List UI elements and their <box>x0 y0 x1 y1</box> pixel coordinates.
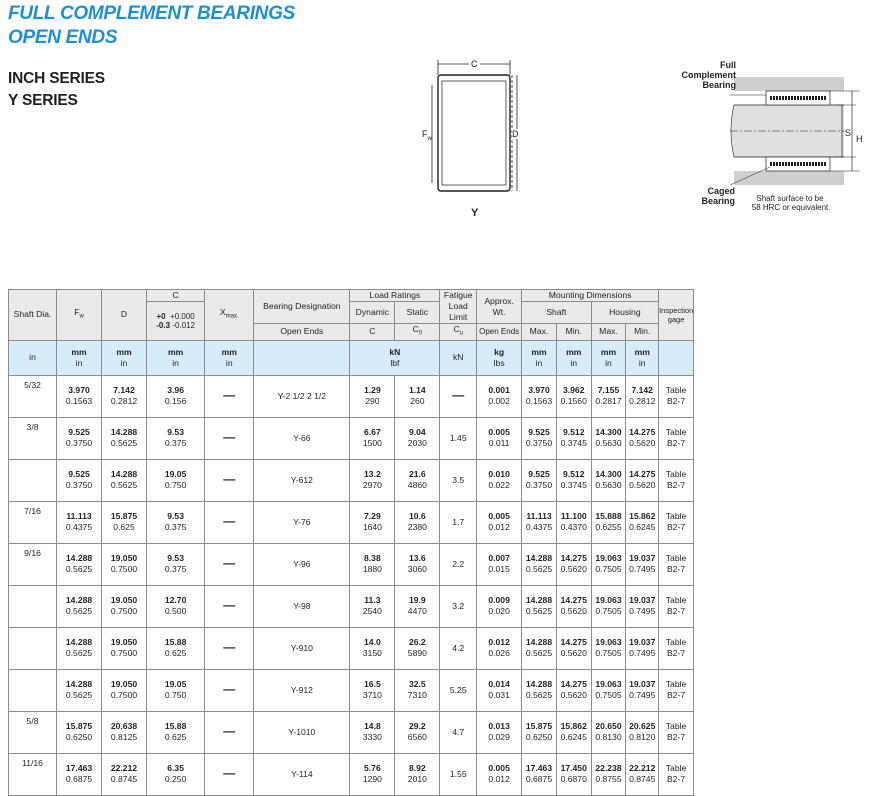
cell-housing-max: 7.155 0.2817 <box>591 375 626 417</box>
cell-c: 3.96 0.156 <box>146 375 204 417</box>
cell-static: 13.6 3060 <box>395 543 440 585</box>
cell-xmax: — <box>205 669 254 711</box>
cell-shaft-min: 14.275 0.5620 <box>556 543 591 585</box>
cell-shaft-max: 17.463 0.6875 <box>522 753 557 795</box>
cell-housing-max: 19.063 0.7505 <box>591 669 626 711</box>
cell-d: 15.875 0.625 <box>102 501 147 543</box>
cell-d: 20.638 0.8125 <box>102 711 147 753</box>
table-row <box>9 375 694 417</box>
cell-dynamic: 1.29 290 <box>350 375 395 417</box>
bearing-spec-table <box>8 289 694 796</box>
cell-fw: 9.525 0.3750 <box>57 417 102 459</box>
cell-c: 9.53 0.375 <box>146 543 204 585</box>
cell-dynamic: 16.5 3710 <box>350 669 395 711</box>
cell-c: 19.05 0.750 <box>146 669 204 711</box>
cell-dynamic: 11.3 2540 <box>350 585 395 627</box>
cell-fw: 15.875 0.6250 <box>57 711 102 753</box>
table-row <box>9 753 694 795</box>
cell-designation: Y-1010 <box>254 711 350 753</box>
cell-static: 32.5 7310 <box>395 669 440 711</box>
cell-c: 9.53 0.375 <box>146 417 204 459</box>
cell-designation: Y-96 <box>254 543 350 585</box>
cell-static: 9.04 2030 <box>395 417 440 459</box>
units-row <box>9 340 694 375</box>
unit-in: in <box>9 340 57 375</box>
cell-shaft-dia: 7/16 <box>9 501 57 543</box>
cell-housing-max: 20.650 0.8130 <box>591 711 626 753</box>
cell-shaft-min: 3.962 0.1560 <box>556 375 591 417</box>
cell-shaft-max: 14.288 0.5625 <box>522 585 557 627</box>
cell-fw: 14.288 0.5625 <box>57 627 102 669</box>
cell-fatigue: 5.25 <box>440 669 477 711</box>
cell-static: 21.6 4860 <box>395 459 440 501</box>
cell-xmax: — <box>205 417 254 459</box>
cell-dynamic: 5.76 1290 <box>350 753 395 795</box>
cell-c: 6.35 0.250 <box>146 753 204 795</box>
cell-housing-max: 15.888 0.6255 <box>591 501 626 543</box>
cell-static: 26.2 5890 <box>395 627 440 669</box>
page-title <box>8 2 295 50</box>
cell-shaft-dia: 5/8 <box>9 711 57 753</box>
cell-housing-min: 22.212 0.8745 <box>626 753 659 795</box>
cell-shaft-max: 9.525 0.3750 <box>522 417 557 459</box>
header-dynamic: Dynamic <box>350 302 395 324</box>
cell-weight: 0.012 0.026 <box>477 627 522 669</box>
cell-dynamic: 7.29 1640 <box>350 501 395 543</box>
cell-c: 12.70 0.500 <box>146 585 204 627</box>
cell-designation: Y-76 <box>254 501 350 543</box>
cell-shaft-min: 14.275 0.5620 <box>556 669 591 711</box>
cell-d: 14.288 0.5625 <box>102 459 147 501</box>
cell-housing-max: 22.238 0.8755 <box>591 753 626 795</box>
unit-smin: mm in <box>556 340 591 375</box>
cell-housing-max: 19.063 0.7505 <box>591 543 626 585</box>
cell-d: 19.050 0.7500 <box>102 669 147 711</box>
cell-weight: 0.001 0.002 <box>477 375 522 417</box>
cell-housing-min: 15.862 0.6245 <box>626 501 659 543</box>
cell-dynamic: 13.2 2970 <box>350 459 395 501</box>
mounting-diagram <box>670 55 870 215</box>
header-housing: Housing <box>591 302 658 324</box>
table-row <box>9 585 694 627</box>
table-row <box>9 459 694 501</box>
cell-xmax: — <box>205 543 254 585</box>
unit-wt: kg lbs <box>477 340 522 375</box>
cell-static: 8.92 2010 <box>395 753 440 795</box>
header-c-stat: $C_0$ <box>395 324 440 341</box>
shaft-surface-note: Shaft surface to be 58 HRC or equivalent <box>751 194 829 212</box>
header-xmax: $X_{max.}$ <box>205 290 254 341</box>
cell-inspection-gage: Table B2-7 <box>659 585 694 627</box>
header-open-ends: Open Ends <box>254 324 350 341</box>
header-row-1 <box>9 290 694 302</box>
cell-housing-min: 19.037 0.7495 <box>626 627 659 669</box>
header-housing-min: Min. <box>626 324 659 341</box>
cell-shaft-max: 14.288 0.5625 <box>522 627 557 669</box>
cell-inspection-gage: Table B2-7 <box>659 375 694 417</box>
d-dimension-label: D <box>512 129 519 139</box>
cell-static: 29.2 6560 <box>395 711 440 753</box>
cell-fw: 11.113 0.4375 <box>57 501 102 543</box>
header-load-ratings: Load Ratings <box>350 290 440 302</box>
cell-housing-min: 19.037 0.7495 <box>626 585 659 627</box>
cell-fw: 17.463 0.6875 <box>57 753 102 795</box>
cell-static: 10.6 2380 <box>395 501 440 543</box>
cell-shaft-dia: 3/8 <box>9 417 57 459</box>
table-row <box>9 711 694 753</box>
cell-c: 19.05 0.750 <box>146 459 204 501</box>
header-shaft: Shaft <box>522 302 592 324</box>
table-row <box>9 417 694 459</box>
header-cu: $C_u$ <box>440 324 477 341</box>
cell-static: 19.9 4470 <box>395 585 440 627</box>
cell-shaft-max: 14.288 0.5625 <box>522 543 557 585</box>
series-line-1: INCH SERIES <box>8 70 105 87</box>
cell-d: 22.212 0.8745 <box>102 753 147 795</box>
cell-housing-min: 14.275 0.5620 <box>626 459 659 501</box>
header-mounting: Mounting Dimensions <box>522 290 659 302</box>
unit-hmin: mm in <box>626 340 659 375</box>
cell-fatigue: 3.2 <box>440 585 477 627</box>
cell-fatigue: 1.7 <box>440 501 477 543</box>
cell-designation: Y-910 <box>254 627 350 669</box>
cell-weight: 0.014 0.031 <box>477 669 522 711</box>
cell-xmax: — <box>205 459 254 501</box>
cell-fatigue: 3.5 <box>440 459 477 501</box>
cell-inspection-gage: Table B2-7 <box>659 459 694 501</box>
header-designation: Bearing Designation <box>254 290 350 324</box>
cell-d: 14.288 0.5625 <box>102 417 147 459</box>
header-open-ends-wt: Open Ends <box>477 324 522 341</box>
cell-fatigue: 4.7 <box>440 711 477 753</box>
cell-weight: 0.010 0.022 <box>477 459 522 501</box>
cell-c: 15.88 0.625 <box>146 711 204 753</box>
table-row <box>9 627 694 669</box>
cell-shaft-dia: 9/16 <box>9 543 57 585</box>
unit-gage <box>659 340 694 375</box>
header-shaft-dia: Shaft Dia. <box>9 290 57 341</box>
cell-d: 19.050 0.7500 <box>102 585 147 627</box>
unit-c: mm in <box>146 340 204 375</box>
cell-dynamic: 14.8 3330 <box>350 711 395 753</box>
cell-shaft-max: 14.288 0.5625 <box>522 669 557 711</box>
series-heading <box>8 68 105 112</box>
bearing-type-label: Y <box>471 207 479 219</box>
cell-fatigue: 1.55 <box>440 753 477 795</box>
cell-xmax: — <box>205 585 254 627</box>
cell-fatigue: 2.2 <box>440 543 477 585</box>
header-c: C <box>146 290 204 302</box>
cell-housing-max: 14.300 0.5630 <box>591 417 626 459</box>
cell-shaft-max: 11.113 0.4375 <box>522 501 557 543</box>
cell-shaft-max: 3.970 0.1563 <box>522 375 557 417</box>
header-shaft-max: Max. <box>522 324 557 341</box>
unit-fw: mm in <box>57 340 102 375</box>
cell-xmax: — <box>205 753 254 795</box>
header-c-dyn: C <box>350 324 395 341</box>
full-complement-label: Full Complement Bearing <box>681 60 736 90</box>
table-body <box>9 375 694 795</box>
cell-fatigue: — <box>440 375 477 417</box>
h-dimension-label: H <box>856 134 863 144</box>
cell-shaft-dia: 11/16 <box>9 753 57 795</box>
cell-d: 19.050 0.7500 <box>102 543 147 585</box>
cell-weight: 0.005 0.012 <box>477 753 522 795</box>
cell-designation: Y-114 <box>254 753 350 795</box>
cell-designation: Y-912 <box>254 669 350 711</box>
cell-shaft-max: 9.525 0.3750 <box>522 459 557 501</box>
header-inspection: Inspection gage <box>659 290 694 341</box>
bearing-y-diagram <box>400 45 550 225</box>
header-shaft-min: Min. <box>556 324 591 341</box>
cell-designation: Y-2 1/2 2 1/2 <box>254 375 350 417</box>
cell-c: 9.53 0.375 <box>146 501 204 543</box>
cell-shaft-dia <box>9 459 57 501</box>
cell-housing-max: 19.063 0.7505 <box>591 627 626 669</box>
header-fw: $F_w$ <box>57 290 102 341</box>
header-c-tolerance: +0 +0.000 -0.3 -0.012 <box>146 302 204 341</box>
cell-weight: 0.007 0.015 <box>477 543 522 585</box>
cell-inspection-gage: Table B2-7 <box>659 711 694 753</box>
cell-inspection-gage: Table B2-7 <box>659 501 694 543</box>
cell-fw: 14.288 0.5625 <box>57 669 102 711</box>
cell-fw: 3.970 0.1563 <box>57 375 102 417</box>
cell-shaft-min: 9.512 0.3745 <box>556 417 591 459</box>
cell-housing-min: 14.275 0.5620 <box>626 417 659 459</box>
cell-housing-min: 20.625 0.8120 <box>626 711 659 753</box>
cell-shaft-min: 14.275 0.5620 <box>556 627 591 669</box>
table-row <box>9 501 694 543</box>
cell-xmax: — <box>205 627 254 669</box>
cell-shaft-dia: 5/32 <box>9 375 57 417</box>
cell-static: 1.14 260 <box>395 375 440 417</box>
unit-designation <box>254 340 350 375</box>
cell-xmax: — <box>205 501 254 543</box>
cell-housing-max: 14.300 0.5630 <box>591 459 626 501</box>
cell-inspection-gage: Table B2-7 <box>659 669 694 711</box>
cell-inspection-gage: Table B2-7 <box>659 417 694 459</box>
table-row <box>9 543 694 585</box>
cell-fatigue: 1.45 <box>440 417 477 459</box>
cell-inspection-gage: Table B2-7 <box>659 543 694 585</box>
cell-d: 7.142 0.2812 <box>102 375 147 417</box>
cell-weight: 0.005 0.011 <box>477 417 522 459</box>
cell-shaft-min: 14.275 0.5620 <box>556 585 591 627</box>
c-dimension-label: C <box>471 59 478 69</box>
cell-fw: 9.525 0.3750 <box>57 459 102 501</box>
header-housing-max: Max. <box>591 324 626 341</box>
cell-weight: 0.005 0.012 <box>477 501 522 543</box>
cell-xmax: — <box>205 711 254 753</box>
header-approx-wt: Approx. Wt. <box>477 290 522 324</box>
cell-shaft-max: 15.875 0.6250 <box>522 711 557 753</box>
cell-dynamic: 8.38 1880 <box>350 543 395 585</box>
cell-c: 15.88 0.625 <box>146 627 204 669</box>
cell-fw: 14.288 0.5625 <box>57 543 102 585</box>
cell-housing-min: 19.037 0.7495 <box>626 669 659 711</box>
cell-shaft-dia <box>9 585 57 627</box>
fw-dimension-label: $F_w$ <box>422 129 432 142</box>
caged-bearing-label: Caged Bearing <box>701 186 735 206</box>
cell-inspection-gage: Table B2-7 <box>659 627 694 669</box>
title-line-1: FULL COMPLEMENT BEARINGS <box>8 3 295 24</box>
cell-fatigue: 4.2 <box>440 627 477 669</box>
cell-weight: 0.009 0.020 <box>477 585 522 627</box>
cell-designation: Y-66 <box>254 417 350 459</box>
s-dimension-label: S <box>845 128 852 138</box>
table-row <box>9 669 694 711</box>
title-line-2: OPEN ENDS <box>8 27 118 48</box>
cell-xmax: — <box>205 375 254 417</box>
series-line-2: Y SERIES <box>8 92 78 109</box>
cell-shaft-min: 15.862 0.6245 <box>556 711 591 753</box>
cell-shaft-dia <box>9 627 57 669</box>
header-fatigue: Fatigue Load Limit <box>440 290 477 324</box>
unit-x: mm in <box>205 340 254 375</box>
unit-load: kN lbf <box>350 340 440 375</box>
unit-hmax: mm in <box>591 340 626 375</box>
cell-dynamic: 14.0 3150 <box>350 627 395 669</box>
cell-weight: 0.013 0.029 <box>477 711 522 753</box>
header-static: Static <box>395 302 440 324</box>
cell-inspection-gage: Table B2-7 <box>659 753 694 795</box>
cell-housing-max: 19.063 0.7505 <box>591 585 626 627</box>
cell-housing-min: 19.037 0.7495 <box>626 543 659 585</box>
cell-shaft-min: 9.512 0.3745 <box>556 459 591 501</box>
header-d: D <box>102 290 147 341</box>
cell-shaft-dia <box>9 669 57 711</box>
unit-smax: mm in <box>522 340 557 375</box>
unit-d: mm in <box>102 340 147 375</box>
cell-shaft-min: 11.100 0.4370 <box>556 501 591 543</box>
cell-fw: 14.288 0.5625 <box>57 585 102 627</box>
cell-dynamic: 6.67 1500 <box>350 417 395 459</box>
cell-housing-min: 7.142 0.2812 <box>626 375 659 417</box>
cell-shaft-min: 17.450 0.6870 <box>556 753 591 795</box>
cell-d: 19.050 0.7500 <box>102 627 147 669</box>
cell-designation: Y-612 <box>254 459 350 501</box>
unit-fatigue: kN <box>440 340 477 375</box>
cell-designation: Y-98 <box>254 585 350 627</box>
